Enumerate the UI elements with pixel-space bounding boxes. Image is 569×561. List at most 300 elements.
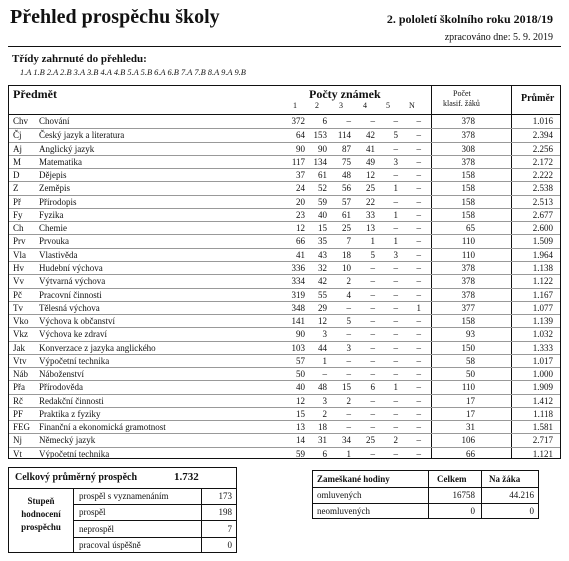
- grade-count: 40: [318, 209, 327, 220]
- subject-name: Přírodopis: [39, 196, 77, 207]
- subject-name: Konverzace z jazyka anglického: [39, 342, 156, 353]
- subject-abbrev: PF: [13, 408, 24, 419]
- grade-count: 2: [322, 408, 327, 419]
- grade-count: 42: [318, 276, 327, 287]
- subject-average: 1.032: [532, 329, 553, 340]
- subject-abbrev: Rč: [13, 395, 23, 406]
- table-row: [9, 195, 560, 209]
- subject-average: 1.167: [532, 289, 553, 300]
- grading-value: 198: [218, 507, 232, 518]
- subject-name: Redakční činnosti: [39, 395, 104, 406]
- grade-count: 56: [342, 183, 351, 194]
- classified-count: 50: [466, 369, 475, 380]
- classified-count: 106: [461, 435, 475, 446]
- col-total-header-line2: klasif. žáků: [443, 99, 480, 108]
- grade-count: 3: [393, 249, 398, 260]
- subject-name: Náboženství: [39, 369, 84, 380]
- grades-table: [8, 85, 561, 459]
- grade-count: –: [346, 116, 351, 126]
- overall-header: [9, 468, 236, 489]
- grade-count: 22: [366, 196, 375, 207]
- subject-name: Výpočetní technika: [39, 448, 110, 459]
- grade-count: –: [393, 143, 398, 154]
- subject-abbrev: Z: [13, 183, 19, 194]
- table-row: [9, 234, 560, 248]
- subject-name: Zeměpis: [39, 183, 70, 194]
- classified-count: 93: [466, 329, 475, 340]
- grade-count: –: [416, 209, 421, 220]
- grade-count: 18: [342, 249, 351, 260]
- subject-average: 1.077: [532, 302, 553, 313]
- subject-abbrev: M: [13, 156, 22, 167]
- grade-count: –: [393, 342, 398, 353]
- subject-abbrev: Chv: [13, 116, 29, 126]
- grade-count: –: [346, 329, 351, 340]
- grading-label: prospěl s vyznamenáním: [79, 491, 169, 501]
- grade-count: 3: [346, 342, 351, 353]
- grade-count: 1: [416, 302, 421, 313]
- absence-per-student: 0: [529, 506, 534, 516]
- grade-count: –: [346, 422, 351, 433]
- classified-count: 158: [461, 183, 475, 194]
- classified-count: 158: [461, 209, 475, 220]
- classified-count: 66: [466, 448, 475, 459]
- grade-count: –: [416, 116, 421, 126]
- classified-count: 150: [461, 342, 475, 353]
- subject-average: 2.172: [532, 156, 553, 167]
- subject-abbrev: FEG: [13, 422, 31, 433]
- classified-count: 110: [461, 249, 475, 260]
- grade-count: 103: [291, 342, 305, 353]
- absence-total: 0: [470, 506, 475, 516]
- grade-count: 14: [296, 435, 305, 446]
- grade-count: 10: [342, 262, 351, 273]
- table-row: [9, 394, 560, 408]
- grading-row: [73, 537, 236, 553]
- table-row: [9, 341, 560, 355]
- subject-name: Český jazyk a literatura: [39, 130, 125, 141]
- absence-col-per: Na žáka: [489, 474, 521, 484]
- subject-name: Vlastivěda: [39, 249, 78, 260]
- classified-count: 378: [461, 289, 475, 300]
- absence-col-label: Zameškané hodiny: [317, 474, 390, 484]
- grade-count: –: [416, 329, 421, 340]
- subject-abbrev: Př: [13, 196, 22, 207]
- grade-count: 1: [370, 236, 375, 247]
- grade-count: 153: [313, 130, 327, 141]
- grade-count: –: [370, 289, 375, 300]
- grade-count: 12: [296, 223, 305, 234]
- grade-count: –: [416, 130, 421, 141]
- grade-count: –: [370, 422, 375, 433]
- table-row: [9, 314, 560, 328]
- subject-average: 2.394: [532, 130, 553, 141]
- grade-count: –: [393, 369, 398, 380]
- classified-count: 58: [466, 355, 475, 366]
- subject-abbrev: Vtv: [13, 355, 27, 366]
- table-row: [9, 128, 560, 142]
- table-row: [9, 354, 560, 368]
- grade-count: –: [393, 170, 398, 181]
- table-row: [9, 155, 560, 169]
- grade-count: 61: [318, 170, 327, 181]
- grade-count: 372: [291, 116, 305, 126]
- grade-count: 37: [296, 170, 305, 181]
- table-row: [9, 274, 560, 288]
- col-subject-header: Předmět: [13, 87, 57, 101]
- absence-header: [313, 471, 538, 488]
- grade-count: –: [393, 316, 398, 327]
- classified-count: 110: [461, 382, 475, 393]
- subject-average: 2.600: [532, 223, 553, 234]
- grade-count: –: [416, 448, 421, 459]
- subject-average: 2.222: [532, 170, 553, 181]
- subject-abbrev: Prv: [13, 236, 26, 247]
- grade-count: 31: [318, 435, 327, 446]
- col-total-header-line1: Počet: [453, 89, 471, 98]
- grade-header: 5: [386, 101, 390, 110]
- grade-count: –: [416, 316, 421, 327]
- subject-average: 1.017: [532, 355, 553, 366]
- col-counts-header: Počty známek: [309, 87, 381, 101]
- table-row: [9, 261, 560, 275]
- grade-count: 57: [296, 355, 305, 366]
- subject-name: Finanční a ekonomická gramotnost: [39, 422, 166, 433]
- grade-count: 55: [318, 289, 327, 300]
- grade-count: 29: [318, 302, 327, 313]
- subject-average: 1.138: [532, 262, 553, 273]
- grade-count: –: [416, 276, 421, 287]
- classes-list: 1.A 1.B 2.A 2.B 3.A 3.B 4.A 4.B 5.A 5.B 6.A 6.B 7.A 7.B 8.A 9.A 9.B: [20, 68, 246, 77]
- grade-count: 13: [296, 422, 305, 433]
- grade-count: 334: [291, 276, 305, 287]
- grade-count: 15: [342, 382, 351, 393]
- subject-average: 1.122: [532, 276, 553, 287]
- absence-row: [313, 503, 538, 519]
- subject-abbrev: Fy: [13, 209, 23, 220]
- classes-label: Třídy zahrnuté do přehledu:: [12, 53, 147, 65]
- subject-abbrev: Vla: [13, 249, 26, 260]
- grade-header: N: [409, 101, 415, 110]
- grade-count: –: [346, 302, 351, 313]
- absence-label: omluvených: [317, 490, 362, 500]
- grade-count: 6: [322, 448, 327, 459]
- processed-date: zpracováno dne: 5. 9. 2019: [444, 32, 553, 43]
- grade-count: 13: [366, 223, 375, 234]
- grade-count: 61: [342, 209, 351, 220]
- subject-abbrev: Hv: [13, 262, 24, 273]
- grade-count: –: [393, 448, 398, 459]
- grade-count: 1: [393, 236, 398, 247]
- grading-label: pracoval úspěšně: [79, 539, 141, 550]
- grade-count: –: [416, 262, 421, 273]
- table-row: [9, 433, 560, 447]
- grade-count: 90: [296, 143, 305, 154]
- grade-count: –: [393, 355, 398, 366]
- grade-header: 4: [363, 101, 367, 110]
- table-row: [9, 420, 560, 434]
- subject-average: 2.538: [532, 183, 553, 194]
- table-row: [9, 168, 560, 182]
- grade-count: –: [370, 355, 375, 366]
- absence-total: 16758: [452, 490, 475, 500]
- grade-count: 41: [296, 249, 305, 260]
- subject-abbrev: Vt: [13, 448, 22, 459]
- grade-count: –: [393, 289, 398, 300]
- overall-label: Celkový průměrný prospěch: [15, 472, 138, 483]
- subject-abbrev: Náb: [13, 369, 28, 380]
- subject-name: Dějepis: [39, 170, 67, 181]
- classified-count: 17: [466, 395, 475, 406]
- classified-count: 378: [461, 130, 475, 141]
- school-period: 2. pololetí školního roku 2018/19: [386, 12, 553, 26]
- grade-count: 24: [296, 183, 305, 194]
- grading-label: prospěl: [79, 507, 106, 518]
- subject-abbrev: Přa: [13, 382, 25, 393]
- grade-count: 117: [291, 156, 305, 167]
- absence-box: [312, 470, 539, 519]
- grade-count: –: [370, 408, 375, 419]
- grade-count: 15: [296, 408, 305, 419]
- subject-average: 1.139: [532, 316, 553, 327]
- grade-count: –: [346, 408, 351, 419]
- grade-count: 5: [346, 316, 351, 327]
- page-title: Přehled prospěchu školy: [10, 6, 220, 28]
- grade-count: 64: [296, 130, 305, 141]
- subject-name: Výpočetní technika: [39, 355, 110, 366]
- grade-count: 12: [318, 316, 327, 327]
- classified-count: 110: [461, 236, 475, 247]
- subject-abbrev: Vv: [13, 276, 24, 287]
- grade-count: 12: [296, 395, 305, 406]
- subject-abbrev: Jak: [13, 342, 25, 353]
- table-row: [9, 181, 560, 195]
- grade-count: 42: [366, 130, 375, 141]
- subject-average: 2.677: [532, 209, 553, 220]
- grade-count: 25: [342, 223, 351, 234]
- classified-count: 308: [461, 143, 475, 154]
- grade-count: 90: [296, 329, 305, 340]
- grade-count: –: [370, 262, 375, 273]
- grade-count: –: [370, 369, 375, 380]
- subject-abbrev: Čj: [13, 130, 22, 141]
- classified-count: 378: [461, 262, 475, 273]
- grade-count: –: [370, 276, 375, 287]
- subject-average: 2.256: [532, 143, 553, 154]
- grading-level-label: [9, 488, 74, 552]
- grade-count: –: [416, 156, 421, 167]
- grade-count: 49: [366, 156, 375, 167]
- subject-name: Hudební výchova: [39, 262, 103, 273]
- grade-count: –: [370, 116, 375, 126]
- grade-count: –: [370, 342, 375, 353]
- grade-count: 134: [313, 156, 327, 167]
- grade-count: 40: [296, 382, 305, 393]
- subject-name: Německý jazyk: [39, 435, 96, 446]
- grade-count: 6: [370, 382, 375, 393]
- grade-count: –: [416, 143, 421, 154]
- grade-header: 3: [339, 101, 343, 110]
- table-row: [9, 380, 560, 394]
- subject-average: 1.909: [532, 382, 553, 393]
- subject-abbrev: D: [13, 170, 20, 181]
- grade-count: 114: [337, 130, 351, 141]
- grade-count: –: [393, 395, 398, 406]
- grading-row: [73, 521, 236, 538]
- grade-header: 1: [293, 101, 297, 110]
- grade-count: 3: [322, 329, 327, 340]
- subject-name: Prvouka: [39, 236, 69, 247]
- classified-count: 158: [461, 196, 475, 207]
- subject-abbrev: Vko: [13, 316, 29, 327]
- grade-count: 44: [318, 342, 327, 353]
- subject-abbrev: Aj: [13, 143, 22, 154]
- grade-count: 34: [342, 435, 351, 446]
- grade-count: –: [393, 422, 398, 433]
- grade-count: –: [416, 395, 421, 406]
- classified-count: 377: [461, 302, 475, 313]
- grade-count: –: [370, 329, 375, 340]
- classified-count: 65: [466, 223, 475, 234]
- grade-count: –: [393, 196, 398, 207]
- grade-count: –: [416, 408, 421, 419]
- grade-count: –: [416, 223, 421, 234]
- table-row: [9, 301, 560, 315]
- grade-count: –: [393, 302, 398, 313]
- subject-average: 1.581: [532, 422, 553, 433]
- subject-abbrev: Tv: [13, 302, 23, 313]
- grade-count: –: [370, 302, 375, 313]
- grade-count: –: [416, 342, 421, 353]
- classified-count: 158: [461, 316, 475, 327]
- grade-count: 25: [366, 183, 375, 194]
- subject-name: Tělesná výchova: [39, 302, 100, 313]
- header-rule: [8, 46, 561, 47]
- grade-count: 33: [366, 209, 375, 220]
- subject-average: 1.118: [533, 408, 553, 419]
- grade-count: 32: [318, 262, 327, 273]
- grading-row: [73, 488, 236, 505]
- grade-count: –: [370, 316, 375, 327]
- grade-count: 12: [366, 170, 375, 181]
- grade-count: –: [416, 170, 421, 181]
- grade-header: 2: [315, 101, 319, 110]
- grade-count: 348: [291, 302, 305, 313]
- grade-count: –: [416, 196, 421, 207]
- grade-count: –: [393, 276, 398, 287]
- grade-count: 5: [370, 249, 375, 260]
- subject-name: Matematika: [39, 156, 82, 167]
- absence-per-student: 44.216: [509, 490, 534, 500]
- grade-count: –: [393, 223, 398, 234]
- grade-count: –: [416, 289, 421, 300]
- subject-average: 1.509: [532, 236, 553, 247]
- grade-count: –: [416, 249, 421, 260]
- grade-count: 90: [318, 143, 327, 154]
- overall-box: [8, 467, 237, 553]
- grade-count: 50: [296, 369, 305, 380]
- subject-name: Pracovní činnosti: [39, 289, 102, 300]
- grade-count: –: [322, 369, 327, 380]
- grade-count: –: [416, 422, 421, 433]
- grading-row: [73, 504, 236, 521]
- overall-value: 1.732: [174, 471, 199, 483]
- table-row: [9, 142, 560, 156]
- grade-count: 2: [393, 435, 398, 446]
- grade-count: 1: [346, 448, 351, 459]
- subject-name: Praktika z fyziky: [39, 408, 101, 419]
- grade-count: 43: [318, 249, 327, 260]
- grade-count: 57: [342, 196, 351, 207]
- grade-count: –: [346, 355, 351, 366]
- subject-average: 2.513: [532, 196, 553, 207]
- classified-count: 31: [466, 422, 475, 433]
- grade-count: 59: [318, 196, 327, 207]
- grade-count: 1: [393, 382, 398, 393]
- table-row: [9, 248, 560, 262]
- subject-abbrev: Vkz: [13, 329, 28, 340]
- table-row: [9, 208, 560, 222]
- grading-label: neprospěl: [79, 523, 114, 534]
- grade-count: 35: [318, 236, 327, 247]
- grading-value: 173: [218, 491, 232, 501]
- grading-level-line2: hodnocení: [21, 509, 61, 519]
- subject-name: Anglický jazyk: [39, 143, 95, 154]
- subject-abbrev: Nj: [13, 435, 22, 446]
- grade-count: 4: [346, 289, 351, 300]
- grade-count: 1: [393, 209, 398, 220]
- table-row: [9, 447, 560, 461]
- subject-name: Přírodověda: [39, 382, 83, 393]
- grade-count: 3: [393, 156, 398, 167]
- classified-count: 378: [461, 276, 475, 287]
- classified-count: 378: [461, 156, 475, 167]
- grade-count: 66: [296, 236, 305, 247]
- grade-count: –: [393, 408, 398, 419]
- grade-count: 3: [322, 395, 327, 406]
- absence-row: [313, 487, 538, 504]
- absence-label: neomluvených: [317, 506, 370, 516]
- classified-count: 158: [461, 170, 475, 181]
- grade-count: 1: [393, 183, 398, 194]
- grade-count: –: [416, 236, 421, 247]
- grade-count: 18: [318, 422, 327, 433]
- grade-count: 319: [291, 289, 305, 300]
- table-row: [9, 221, 560, 235]
- grade-count: 2: [346, 395, 351, 406]
- grade-count: –: [393, 116, 398, 126]
- classified-count: 378: [461, 116, 475, 126]
- grade-count: 15: [318, 223, 327, 234]
- subject-abbrev: Pč: [13, 289, 22, 300]
- grade-count: 75: [342, 156, 351, 167]
- grading-value: 0: [227, 539, 232, 550]
- subject-average: 1.000: [532, 369, 553, 380]
- subject-name: Chemie: [39, 223, 67, 234]
- grade-count: 23: [296, 209, 305, 220]
- table-row: [9, 367, 560, 381]
- grading-value: 7: [227, 523, 232, 534]
- grade-count: –: [416, 435, 421, 446]
- grade-count: –: [346, 369, 351, 380]
- classified-count: 17: [466, 408, 475, 419]
- subject-average: 1.016: [532, 116, 553, 126]
- subject-average: 1.412: [532, 395, 553, 406]
- grade-count: –: [416, 369, 421, 380]
- grade-count: 25: [366, 435, 375, 446]
- subject-average: 1.333: [532, 342, 553, 353]
- grade-count: 1: [322, 355, 327, 366]
